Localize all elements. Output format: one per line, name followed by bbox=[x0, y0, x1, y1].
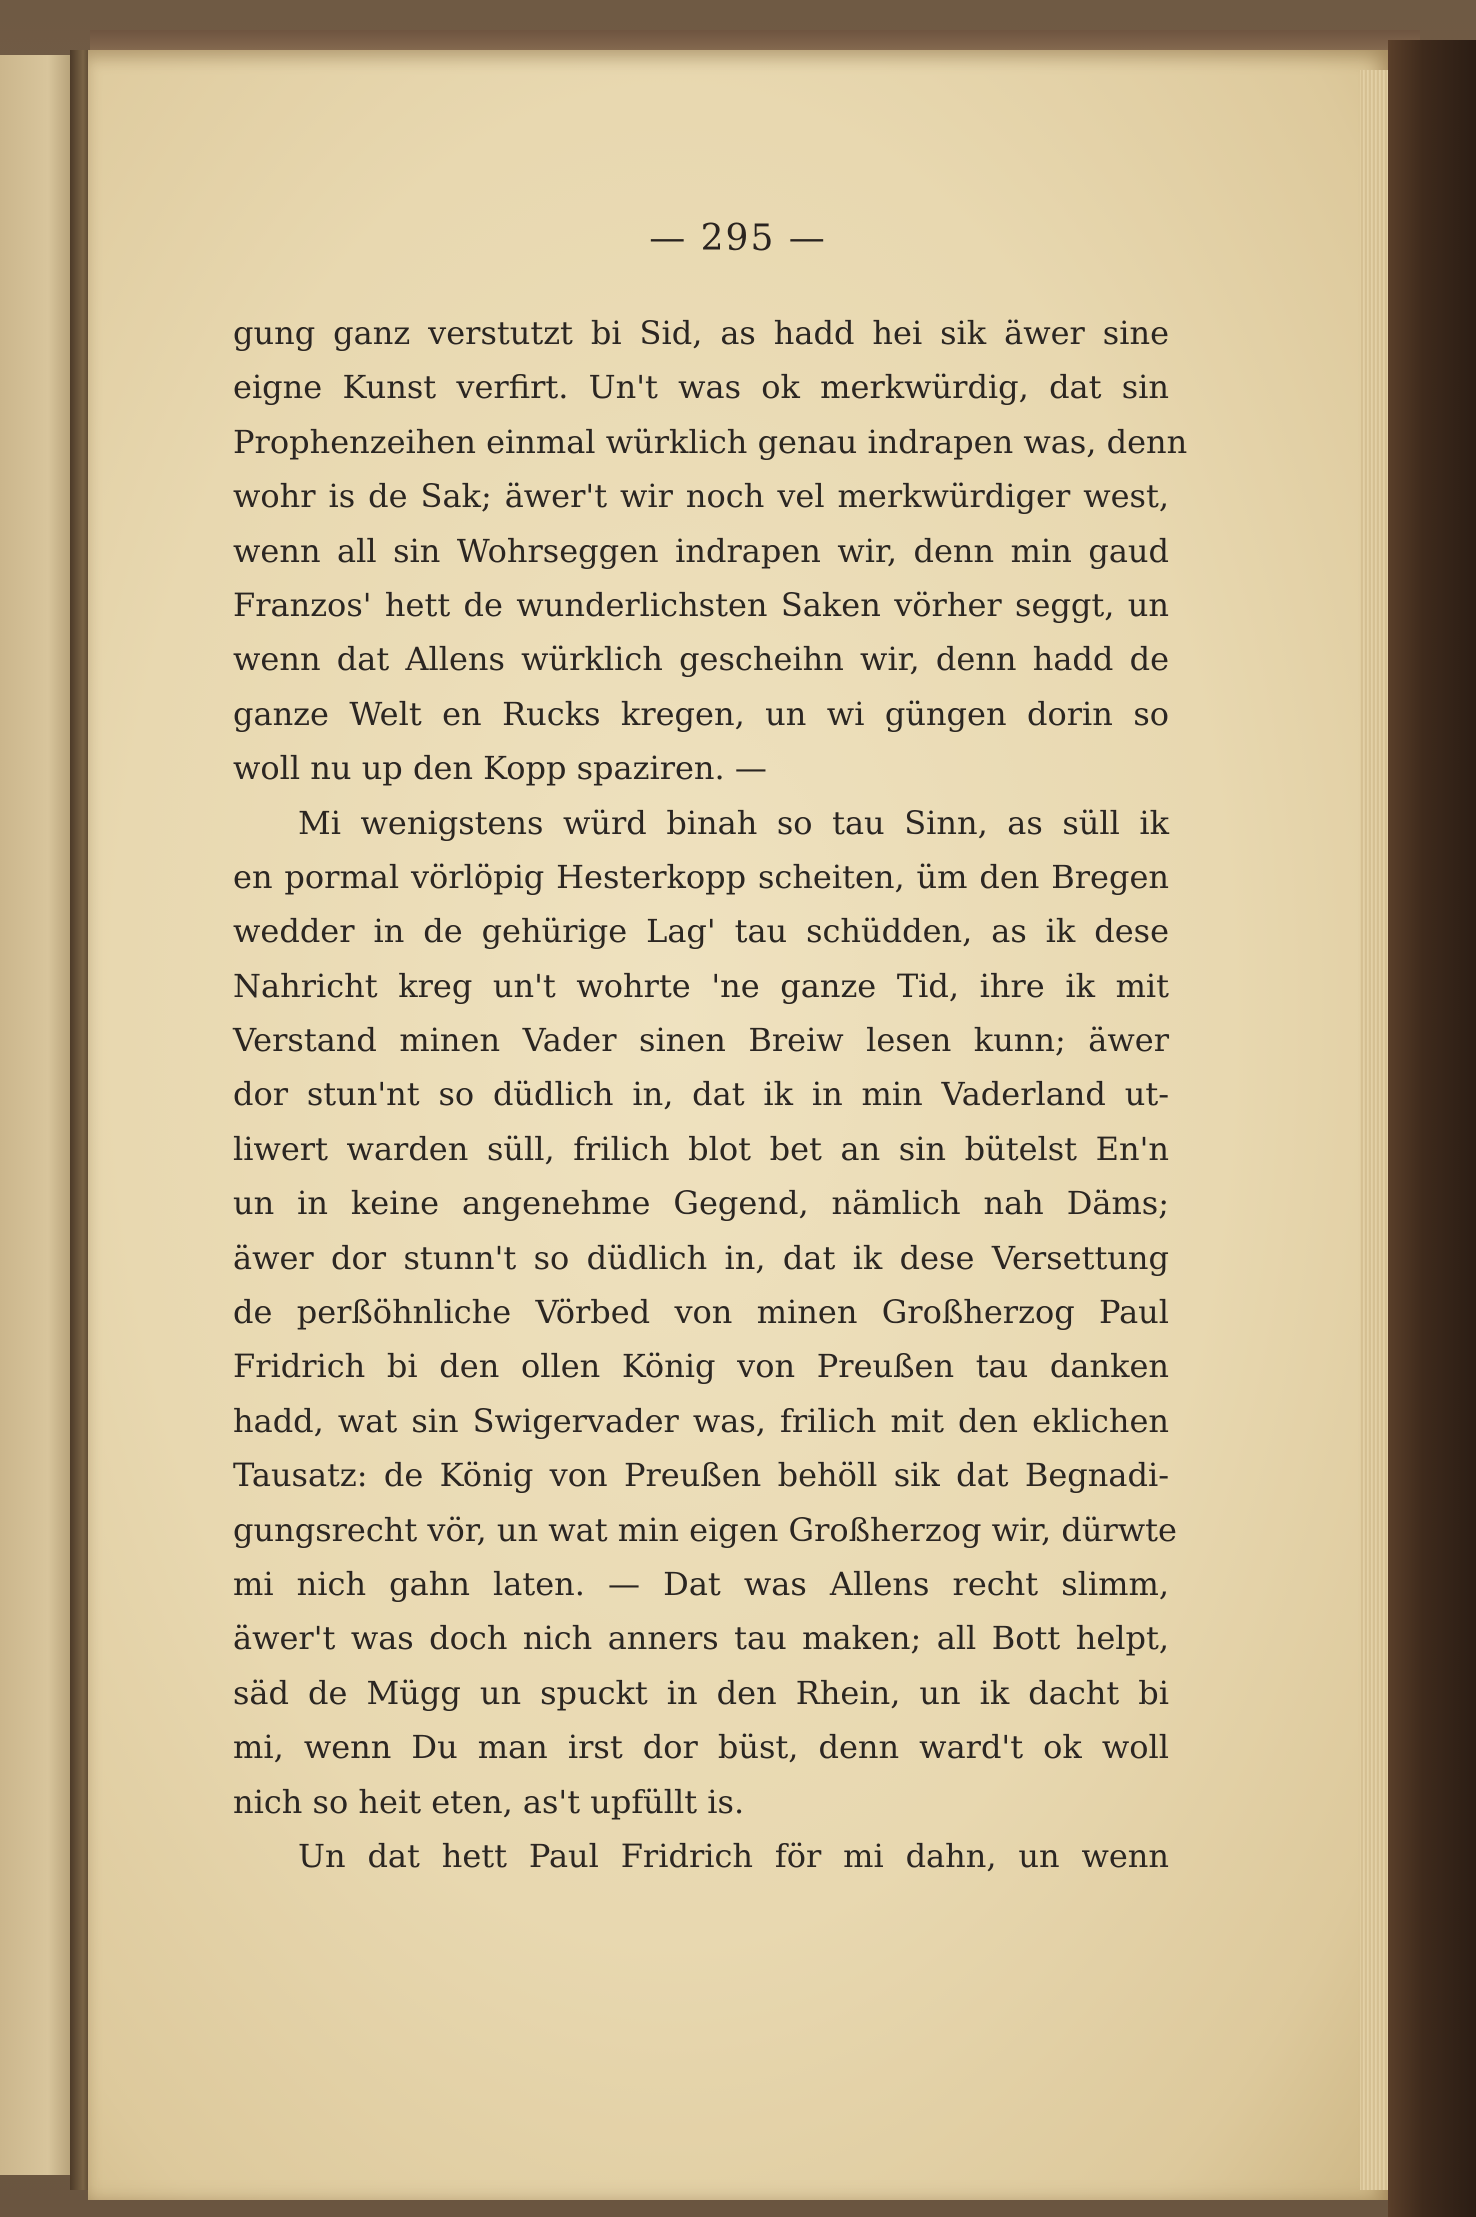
text-line: Prophenzeihen einmal würklich genau indrapen was, denn bbox=[233, 422, 1188, 461]
text-line: äwer't was doch nich anners tau maken; all Bott helpt, bbox=[233, 1619, 1169, 1658]
text-line: hadd, wat sin Swigervader was, frilich mit den eklichen bbox=[233, 1401, 1169, 1440]
text-line: gung ganz verstutzt bi Sid, as hadd hei sik äwer sine bbox=[233, 314, 1169, 352]
text-line: säd de Mügg un spuckt in den Rhein, un ik dacht bi bbox=[233, 1673, 1169, 1712]
text-line: wenn all sin Wohrseggen indrapen wir, denn min gaud bbox=[233, 531, 1169, 570]
text-line: nich so heit eten, as't upfüllt is. bbox=[233, 1782, 745, 1821]
text-line: woll nu up den Kopp spaziren. — bbox=[233, 749, 767, 788]
text-line: Tausatz: de König von Preußen behöll sik dat Begnadi- bbox=[233, 1456, 1169, 1495]
text-line: un in keine angenehme Gegend, nämlich nah Däms; bbox=[233, 1184, 1169, 1223]
text-line: wedder in de gehürige Lag' tau schüdden, as ik dese bbox=[233, 912, 1169, 951]
previous-page-edge bbox=[0, 55, 80, 2175]
text-line: ganze Welt en Rucks kregen, un wi güngen dorin so bbox=[233, 694, 1169, 733]
text-line: wenn dat Allens würklich gescheihn wir, denn hadd de bbox=[233, 640, 1169, 679]
text-line: dor stun'nt so düdlich in, dat ik in min Vaderland ut- bbox=[233, 1075, 1169, 1114]
text-line: Un dat hett Paul Fridrich för mi dahn, un wenn bbox=[298, 1836, 1169, 1875]
text-line: Franzos' hett de wunderlichsten Saken vörher seggt, un bbox=[233, 585, 1169, 624]
text-line: gungsrecht vör, un wat min eigen Großherzog wir, dürwte bbox=[233, 1510, 1177, 1549]
text-line: Fridrich bi den ollen König von Preußen tau danken bbox=[233, 1347, 1169, 1386]
text-line: mi, wenn Du man irst dor büst, denn ward't ok woll bbox=[233, 1728, 1169, 1767]
text-line: mi nich gahn laten. — Dat was Allens recht slimm, bbox=[233, 1564, 1169, 1603]
text-line: äwer dor stunn't so düdlich in, dat ik dese Versettung bbox=[233, 1238, 1169, 1277]
text-line: de perßöhnliche Vörbed von minen Großherzog Paul bbox=[233, 1293, 1169, 1332]
text-line: Mi wenigstens würd binah so tau Sinn, as süll ik bbox=[298, 803, 1169, 842]
book-cover-right-edge bbox=[1388, 40, 1476, 2217]
text-line: en pormal vörlöpig Hesterkopp scheiten, üm den Bregen bbox=[233, 857, 1169, 896]
text-line: Verstand minen Vader sinen Breiw lesen kunn; äwer bbox=[233, 1021, 1169, 1060]
text-line: Nahricht kreg un't wohrte 'ne ganze Tid, ihre ik mit bbox=[233, 966, 1169, 1005]
text-line: wohr is de Sak; äwer't wir noch vel merkwürdiger west, bbox=[233, 477, 1169, 516]
text-line: liwert warden süll, frilich blot bet an sin bütelst En'n bbox=[233, 1129, 1169, 1168]
page-number-header: — 295 — bbox=[649, 218, 827, 259]
text-line: eigne Kunst verfirt. Un't was ok merkwürdig, dat sin bbox=[233, 368, 1169, 407]
body-text bbox=[233, 306, 1188, 1883]
